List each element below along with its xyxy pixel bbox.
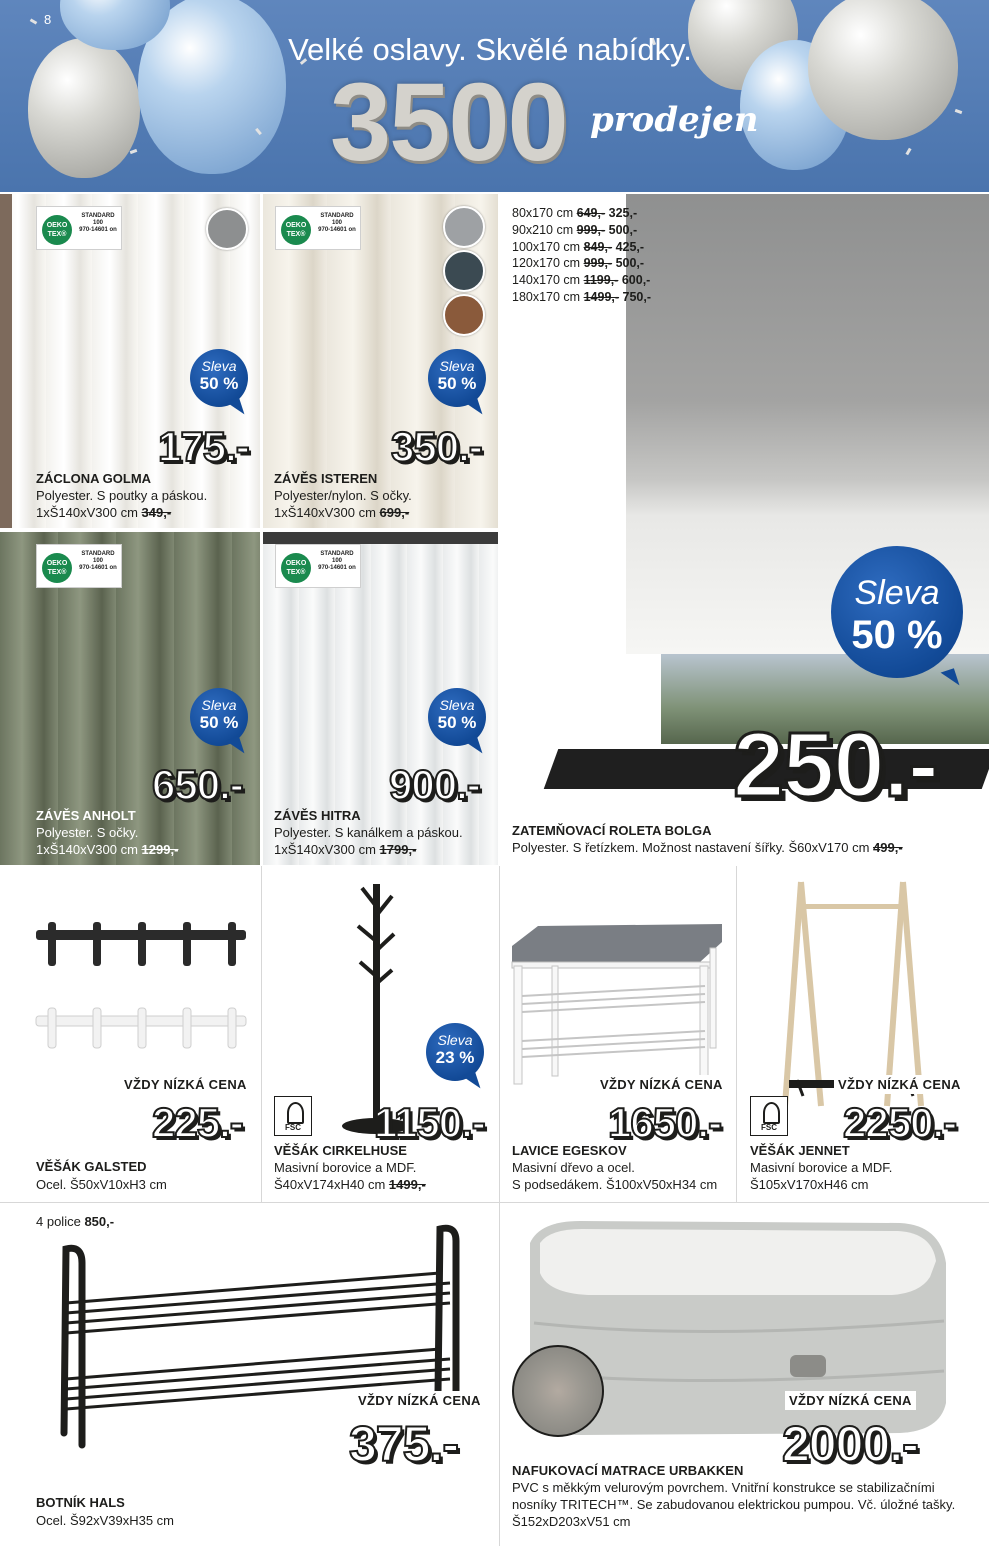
product-description: Polyester. S kanálkem a páskou. [274,825,463,840]
product-tile-isteren[interactable] [263,194,498,528]
product-price: 350.- [391,423,482,470]
product-name: NAFUKOVACÍ MATRACE URBAKKEN [512,1463,744,1478]
product-tile-urbakken[interactable] [500,1203,989,1546]
header-big-number: 3500 [330,61,567,184]
oeko-tex-label [275,544,361,588]
variant-row: 90x210 cm 999,- 500,- [512,222,638,237]
variant-row: 180x170 cm 1499,- 750,- [512,289,652,304]
product-description: Polyester/nylon. S očky. [274,488,412,503]
product-size: 1xŠ140xV300 cm 349,- [36,505,172,520]
discount-badge [428,349,486,407]
oeko-tex-logo: OEKO TEX® [281,215,311,245]
product-description: Polyester. S poutky a páskou. [36,488,208,503]
balloon-silver [808,0,958,140]
badge-label: Sleva [201,697,237,713]
discount-badge [190,349,248,407]
badge-percent: 50 % [199,374,239,393]
fsc-logo: FSC [750,1096,788,1136]
product-tile-galsted[interactable] [0,866,261,1202]
product-name: ZÁVĚS ISTEREN [274,471,378,486]
product-price: 175.- [158,423,249,470]
product-tile-jennet[interactable] [737,866,989,1202]
window-frame [0,194,12,528]
discount-badge [831,546,963,678]
color-swatch-grey [443,206,485,248]
variant-info: 4 police 850,- [36,1214,115,1229]
oeko-tex-label [36,544,122,588]
product-name: VĚŠÁK JENNET [750,1143,850,1158]
product-price: 225.- [152,1099,243,1146]
product-tile-cirkelhuse[interactable] [262,866,499,1202]
product-name: ZÁVĚS HITRA [274,808,361,823]
product-size: 1xŠ140xV300 cm 699,- [274,505,410,520]
product-description: Masivní borovice a MDF. [274,1160,417,1175]
confetti [955,109,963,114]
discount-badge [190,688,248,746]
product-tile-hals[interactable] [0,1203,499,1546]
page-header [0,0,989,192]
lowest-price-label: VŽDY NÍZKÁ CENA [785,1391,916,1410]
product-price: 2250.- [843,1099,957,1146]
badge-percent: 50 % [437,713,477,732]
product-description: Masivní borovice a MDF. [750,1160,893,1175]
badge-label: Sleva [439,697,475,713]
lowest-price-label: VŽDY NÍZKÁ CENA [596,1075,727,1094]
product-description-2: nosníky TRITECH™. Se zabudovanou elektrickou pumpou. Vč. úložné tašky. [512,1497,956,1512]
product-size: Š40xV174xH40 cm 1499,- [274,1177,426,1192]
color-swatch [206,208,248,250]
confetti [30,18,38,24]
oeko-code: 970-14601 on [318,565,356,571]
product-tile-golma[interactable] [0,194,260,528]
product-description: Masivní dřevo a ocel. [512,1160,635,1175]
valve-detail-image [512,1345,604,1437]
product-name: BOTNÍK HALS [36,1495,125,1510]
oeko-tex-label [36,206,122,250]
old-price: 349,- [141,505,172,520]
oeko-standard: STANDARD 100 [81,213,115,226]
color-swatch-dark [443,250,485,292]
oeko-standard: STANDARD 100 [320,213,354,226]
product-name: VĚŠÁK CIRKELHUSE [274,1143,407,1158]
header-script-word: prodejen [590,100,759,140]
product-price: 650.- [152,761,243,808]
oeko-tex-label [275,206,361,250]
product-size: Š152xD203xV51 cm [512,1514,631,1529]
product-tile-egeskov[interactable] [500,866,736,1202]
variant-row: 100x170 cm 849,- 425,- [512,239,645,254]
old-price: 1299,- [141,842,179,857]
old-price: 499,- [873,840,903,855]
product-name: ZÁVĚS ANHOLT [36,808,136,823]
badge-percent: 50 % [437,374,477,393]
product-price: 900.- [389,761,480,808]
product-size: 1xŠ140xV300 cm 1799,- [274,842,417,857]
confetti [905,148,911,156]
product-description: Ocel. Š50xV10xH3 cm [36,1177,167,1192]
oeko-tex-logo: OEKO TEX® [281,553,311,583]
product-size: S podsedákem. Š100xV50xH34 cm [512,1177,718,1192]
page-number: 8 [44,12,52,27]
curtain-rail [263,532,498,544]
badge-percent: 50 % [199,713,239,732]
variant-row: 80x170 cm 649,- 325,- [512,206,638,220]
product-tile-hitra[interactable] [263,532,498,865]
lowest-price-label: VŽDY NÍZKÁ CENA [834,1075,965,1094]
lowest-price-label: VŽDY NÍZKÁ CENA [354,1391,485,1410]
product-tile-anholt[interactable] [0,532,260,865]
badge-percent: 23 % [435,1048,475,1067]
badge-label: Sleva [201,358,237,374]
product-image-wall-hooks [0,866,261,1202]
product-name: ZATEMŇOVACÍ ROLETA BOLGA [512,823,712,838]
product-price: 375.- [349,1416,458,1472]
product-description: Polyester. S očky. [36,825,139,840]
product-name: VĚŠÁK GALSTED [36,1159,147,1174]
oeko-code: 970-14601 on [318,227,356,233]
product-description: Polyester. S řetízkem. Možnost nastavení šířky. Š60xV170 cm 499,- [512,840,903,855]
confetti [130,149,138,154]
oeko-standard: STANDARD 100 [320,551,354,564]
oeko-standard: STANDARD 100 [81,551,115,564]
size-variants-list [512,205,651,306]
product-description-1: PVC s měkkým velurovým povrchem. Vnitřní konstrukce se stabilizačními [512,1480,935,1495]
old-price: 699,- [379,505,410,520]
product-price: 1650.- [608,1099,722,1146]
header-headline: Velké oslavy. Skvělé nabídky. [288,32,692,67]
product-price: 2000.- [782,1416,918,1472]
badge-label: Sleva [437,1032,473,1048]
badge-percent: 50 % [851,613,943,657]
color-swatch-brown [443,294,485,336]
discount-badge [426,1023,484,1081]
badge-label: Sleva [439,358,475,374]
badge-label: Sleva [854,574,940,612]
oeko-code: 970-14601 on [79,565,117,571]
discount-badge [428,688,486,746]
fsc-logo: FSC [274,1096,312,1136]
old-price: 1499,- [388,1177,426,1192]
variant-row: 140x170 cm 1199,- 600,- [512,273,651,288]
oeko-tex-logo: OEKO TEX® [42,215,72,245]
product-price: 1150.- [374,1099,485,1146]
product-price: 250.- [733,714,938,816]
balloon-silver [28,38,140,178]
product-name: LAVICE EGESKOV [512,1143,627,1158]
product-name: ZÁCLONA GOLMA [36,471,152,486]
old-price: 1799,- [379,842,417,857]
oeko-code: 970-14601 on [79,227,117,233]
product-size: 1xŠ140xV300 cm 1299,- [36,842,179,857]
oeko-tex-logo: OEKO TEX® [42,553,72,583]
variant-row: 120x170 cm 999,- 500,- [512,256,645,271]
product-size: Š105xV170xH46 cm [750,1177,869,1192]
lowest-price-label: VŽDY NÍZKÁ CENA [120,1075,251,1094]
product-description: Ocel. Š92xV39xH35 cm [36,1513,175,1528]
